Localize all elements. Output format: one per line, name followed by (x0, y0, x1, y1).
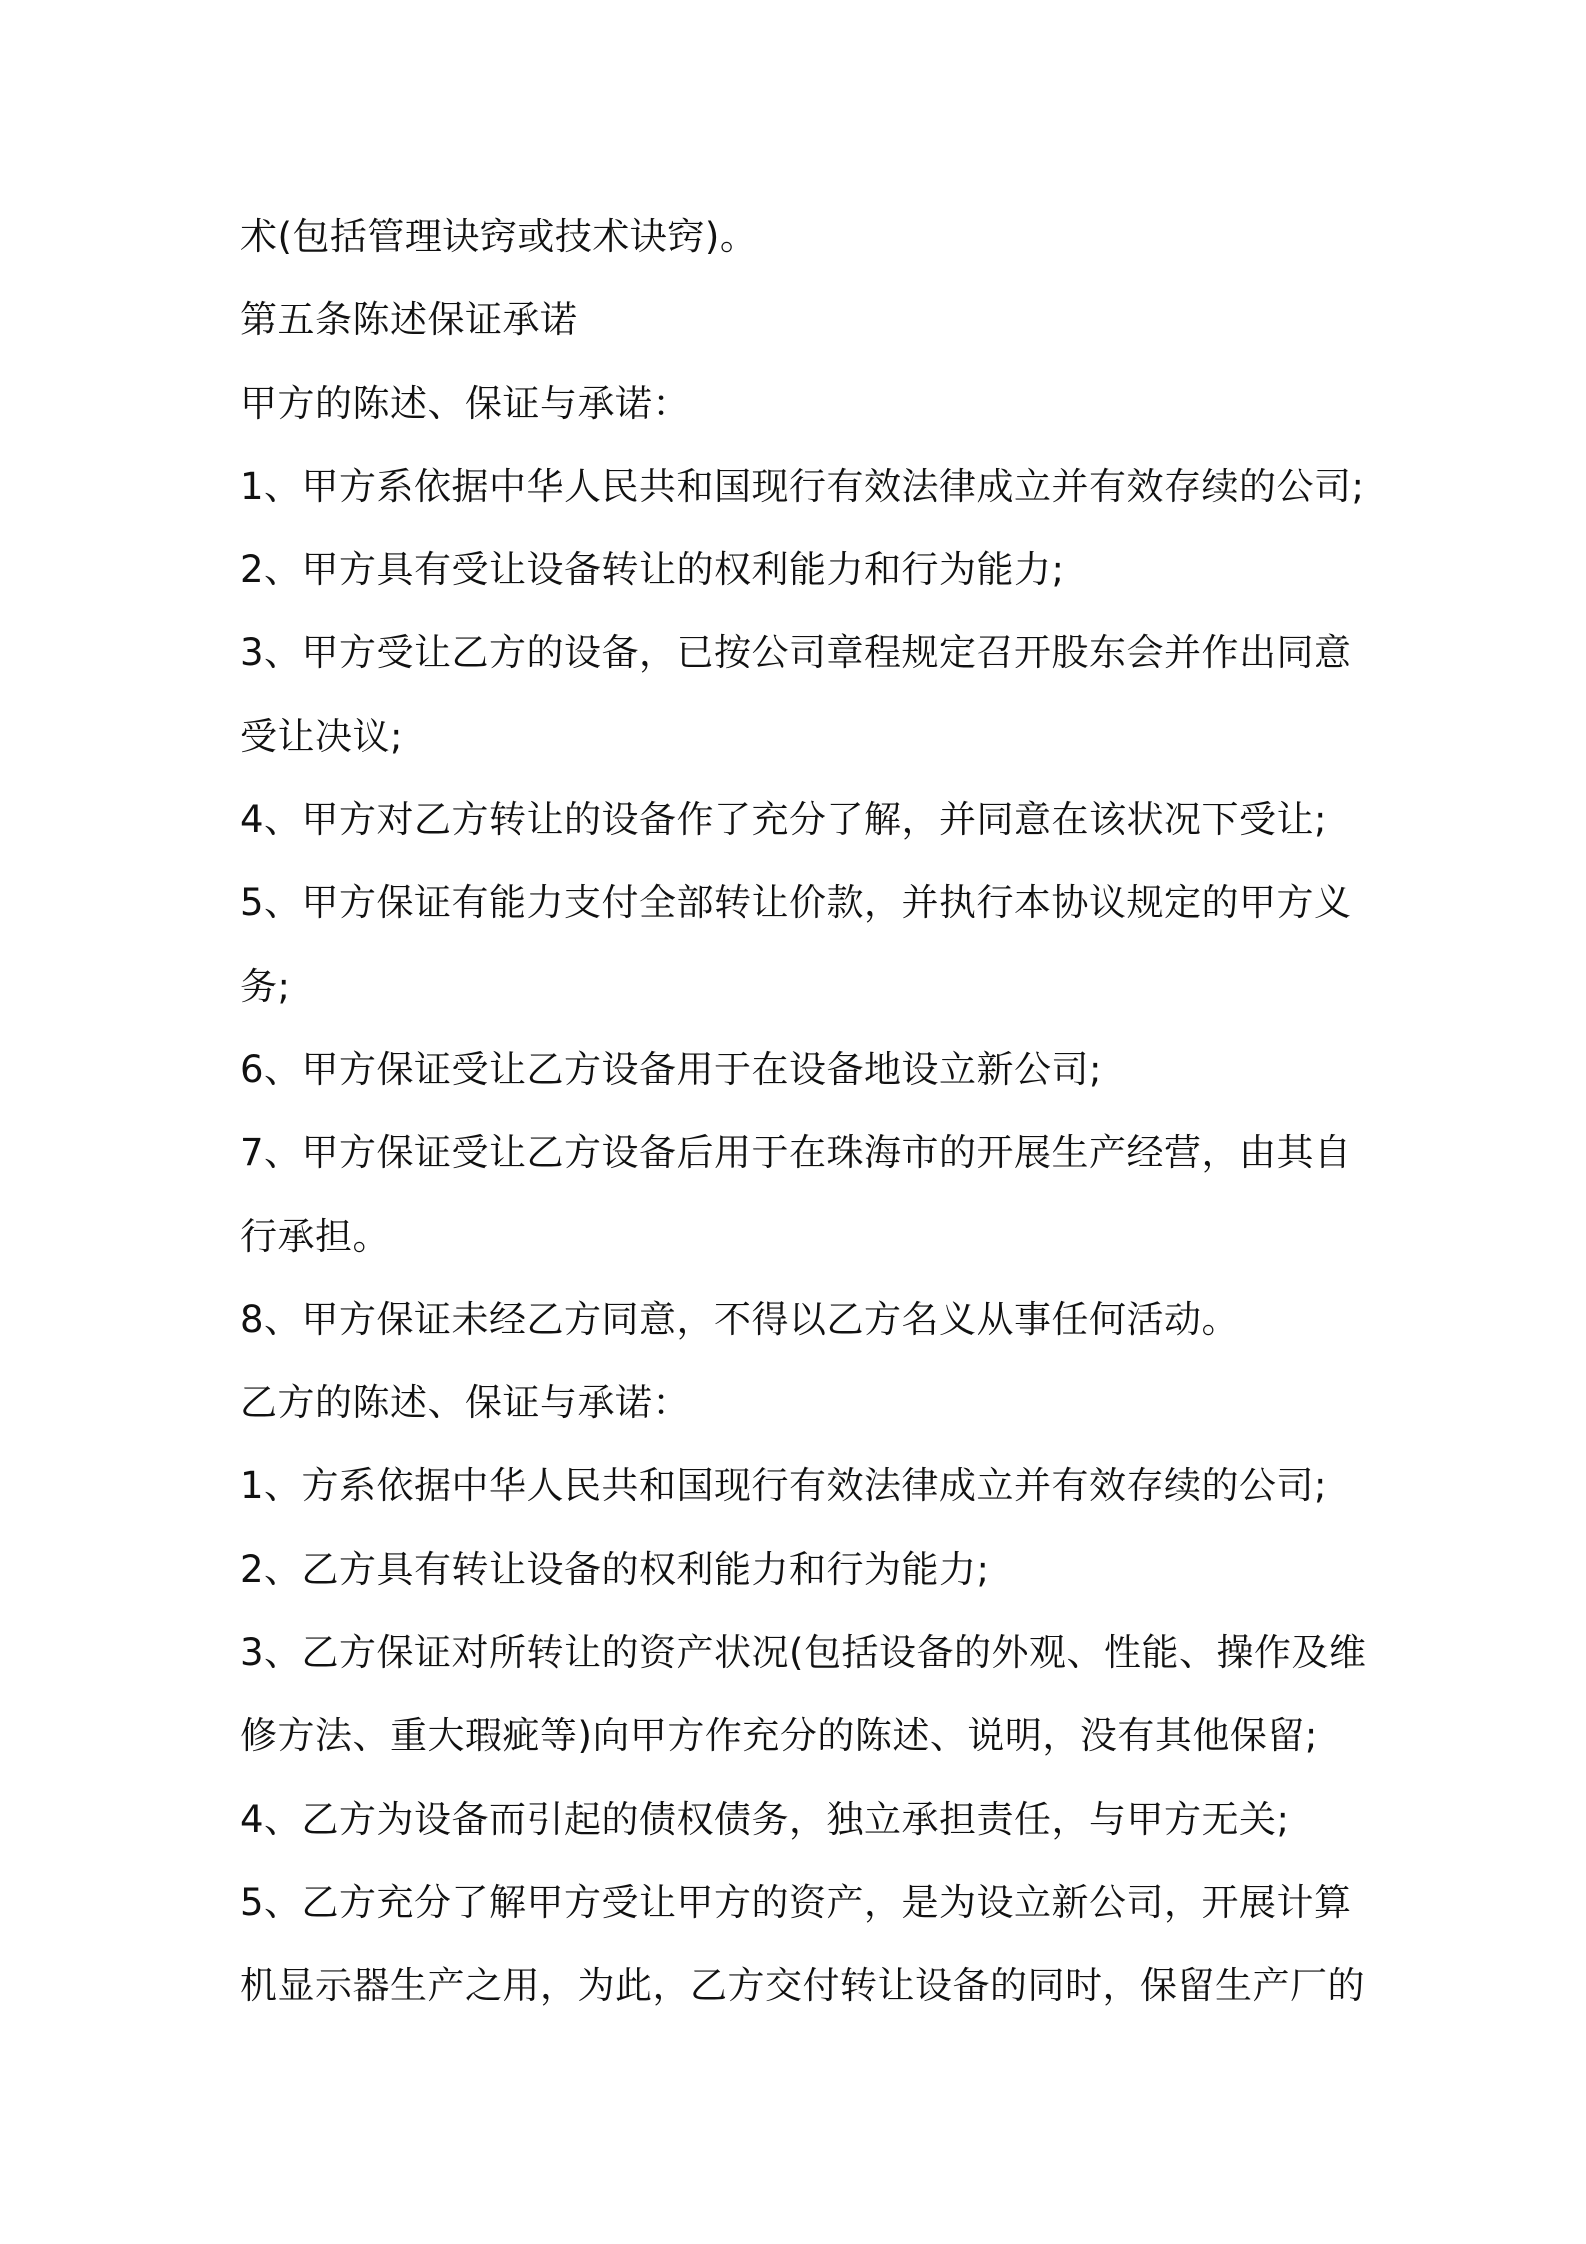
text-line: 机显示器生产之用，为此，乙方交付转让设备的同时，保留生产厂的 (240, 1964, 1365, 2008)
text-line: 1、方系依据中华人民共和国现行有效法律成立并有效存续的公司; (240, 1464, 1328, 1508)
text-line: 3、甲方受让乙方的设备，已按公司章程规定召开股东会并作出同意 (240, 631, 1352, 675)
text-line: 2、甲方具有受让设备转让的权利能力和行为能力; (240, 548, 1065, 592)
text-line: 8、甲方保证未经乙方同意，不得以乙方名义从事任何活动。 (240, 1297, 1240, 1341)
text-line: 4、甲方对乙方转让的设备作了充分了解，并同意在该状况下受让; (240, 798, 1328, 842)
text-line: 1、甲方系依据中华人民共和国现行有效法律成立并有效存续的公司; (240, 464, 1365, 508)
subsection-heading: 甲方的陈述、保证与承诺： (240, 381, 690, 425)
text-line: 受让决议; (240, 714, 403, 758)
text-line: 4、乙方为设备而引起的债权债务，独立承担责任，与甲方无关; (240, 1797, 1290, 1841)
text-line: 3、乙方保证对所转让的资产状况(包括设备的外观、性能、操作及维 (240, 1631, 1367, 1675)
text-line: 5、乙方充分了解甲方受让甲方的资产，是为设立新公司，开展计算 (240, 1880, 1352, 1924)
text-line: 5、甲方保证有能力支付全部转让价款，并执行本协议规定的甲方义 (240, 881, 1352, 925)
document-body (240, 195, 1367, 2028)
section-heading: 第五条陈述保证承诺 (240, 298, 578, 342)
text-line: 6、甲方保证受让乙方设备用于在设备地设立新公司; (240, 1047, 1103, 1091)
text-line: 术(包括管理诀窍或技术诀窍)。 (240, 215, 758, 258)
text-line: 2、乙方具有转让设备的权利能力和行为能力; (240, 1547, 990, 1591)
subsection-heading: 乙方的陈述、保证与承诺： (240, 1381, 690, 1425)
text-line: 修方法、重大瑕疵等)向甲方作充分的陈述、说明，没有其他保留; (240, 1714, 1318, 1758)
text-line: 务; (240, 964, 291, 1008)
text-line: 行承担。 (240, 1214, 390, 1258)
text-line: 7、甲方保证受让乙方设备后用于在珠海市的开展生产经营，由其自 (240, 1131, 1352, 1175)
